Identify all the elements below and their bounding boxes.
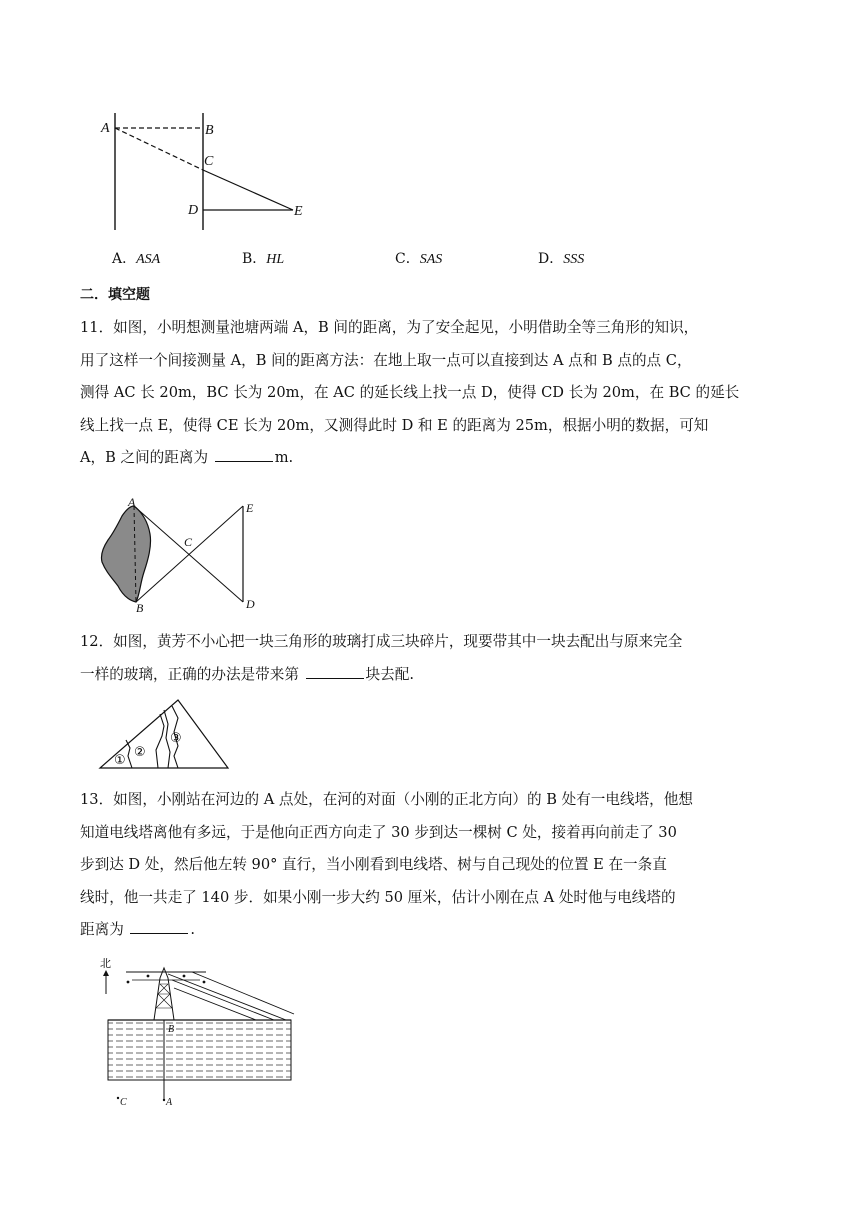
option-b[interactable]: B．HL xyxy=(242,251,285,267)
q12-line: 块去配. xyxy=(365,665,414,683)
option-c[interactable]: C．SAS xyxy=(395,251,443,267)
fig10-label-e: E xyxy=(294,204,303,219)
fig12-piece-2: ② xyxy=(134,745,146,760)
q11-line: A，B 之间的距离为 xyxy=(80,449,213,466)
q12-line: 12．如图，黄芳不小心把一块三角形的玻璃打成三块碎片，现要带其中一块去配出与原来完全 xyxy=(80,633,683,650)
q13-answer-blank[interactable] xyxy=(130,919,188,934)
north-arrow-icon xyxy=(103,970,109,976)
q13-line: 知道电线塔离他有多远，于是他向正西方向走了 30 步到达一棵树 C 处，接着再向前走了 30 xyxy=(80,823,677,841)
fig12-piece-3: ③ xyxy=(170,731,182,746)
fig10-label-d: D xyxy=(188,203,199,218)
option-d[interactable]: D．SSS xyxy=(538,251,585,267)
q11-line: 线上找一点 E，使得 CE 长为 20m，又测得此时 D 和 E 的距离为 25m，根据小明的数据，可知 xyxy=(80,416,709,434)
question-11 xyxy=(80,312,785,475)
fig13-label-b: B xyxy=(168,1024,175,1035)
q11-line: 11．如图，小明想测量池塘两端 A，B 间的距离，为了安全起见，小明借助全等三角形的知识， xyxy=(80,319,699,336)
answer-options xyxy=(112,248,812,270)
fig13-label-c: C xyxy=(120,1097,127,1106)
section-title: 二．填空题 xyxy=(80,287,150,303)
question-12 xyxy=(80,626,785,691)
q13-line: 距离为 xyxy=(80,921,129,938)
fig11-label-a: A xyxy=(128,498,136,509)
fig13-label-a: A xyxy=(166,1097,173,1106)
figure-q12 xyxy=(98,696,233,772)
north-label: 北 xyxy=(100,957,111,970)
fig11-label-b: B xyxy=(136,601,144,614)
option-a[interactable]: A．ASA xyxy=(112,251,161,267)
q12-line: 一样的玻璃，正确的办法是带来第 xyxy=(80,665,304,683)
fig11-label-c: C xyxy=(184,535,193,549)
fig10-label-b: B xyxy=(205,123,214,138)
question-13 xyxy=(80,784,785,947)
q13-line: . xyxy=(190,921,196,938)
fig10-label-c: C xyxy=(204,154,214,169)
q11-answer-blank[interactable] xyxy=(215,447,273,462)
q11-line: m. xyxy=(274,449,294,466)
q13-line: 线时，他一共走了 140 步．如果小刚一步大约 50 厘米，估计小刚在点 A 处时他与电线塔的 xyxy=(80,888,676,906)
fig10-label-a: A xyxy=(101,121,110,136)
fig11-label-d: D xyxy=(246,597,255,611)
q11-line: 测得 AC 长 20m，BC 长为 20m，在 AC 的延长线上找一点 D，使得 CD 长为 20m，在 BC 的延长 xyxy=(80,384,740,401)
q13-line: 步到达 D 处，然后他左转 90° 直行，当小刚看到电线塔、树与自己现处的位置 E 在一条直 xyxy=(80,856,667,873)
fig12-piece-1: ① xyxy=(114,753,126,768)
fig11-label-e: E xyxy=(246,501,254,515)
figure-q10 xyxy=(98,108,318,236)
q11-line: 用了这样一个间接测量 A，B 间的距离方法：在地上取一点可以直接到达 A 点和 B 点的点 C， xyxy=(80,351,692,369)
figure-q13 xyxy=(96,954,296,1106)
q13-line: 13．如图，小刚站在河边的 A 点处，在河的对面（小刚的正北方向）的 B 处有一电线塔，他想 xyxy=(80,791,693,808)
figure-q11 xyxy=(98,498,268,614)
q12-answer-blank[interactable] xyxy=(306,664,364,679)
